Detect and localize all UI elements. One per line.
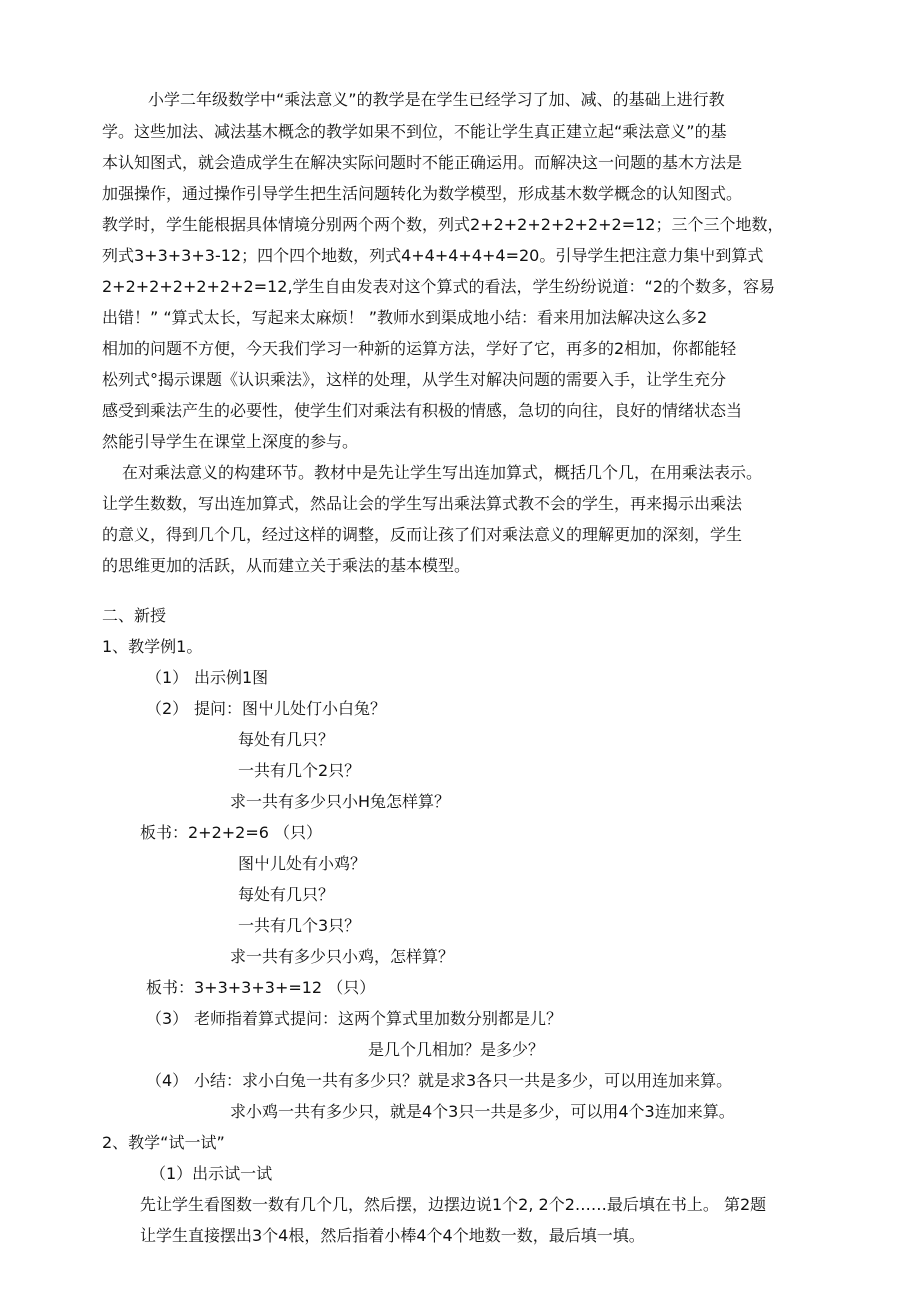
- question-rabbit-groups: 一共有几个2只？: [238, 761, 361, 780]
- question-rabbit-each: 每处有几只？: [238, 730, 335, 749]
- paragraph1-line-6: 列式3+3+3+3-12；四个四个地数，列式4+4+4+4+4=20。引导学生把注意力集屮到算式: [102, 246, 764, 265]
- paragraph2-line-1: 在对乘法意义的构建环节。教材中是先让学生写出连加算式，概括几个几，在用乘法表示。: [122, 463, 763, 482]
- question-rabbit-total: 求一共有多少只小H兔怎样算？: [230, 792, 451, 811]
- try-paragraph-line-1: 先让学生看图数一数有几个几，然后摆，边摆边说1个2, 2个2……最后填在书上。 第2题: [140, 1195, 767, 1214]
- paragraph1-line-5: 教学时，学生能根据具体情境分别两个两个数，列式2+2+2+2+2+2+2=12；三个三个地数，: [102, 215, 784, 234]
- question-chick-places: 图屮儿处有小鸡？: [238, 854, 367, 873]
- item1-heading: 1、教学例1。: [102, 637, 203, 656]
- board-writing-1: 板书：2+2+2=6 （只）: [140, 823, 323, 842]
- try-step1: （1）出示试一试: [150, 1164, 273, 1183]
- paragraph1-line-10: 松列式°揭示课题《认识乘法》，这样的处理，从学生对解决问题的需要入手，让学生充分: [102, 370, 727, 389]
- step3-label: （3）: [146, 1009, 189, 1028]
- paragraph1-line-4: 加强操作，通过操作引导学生把生活问题转化为数学模型，形成基木数学概念的认知图式。: [102, 184, 743, 203]
- step2-label: （2）: [146, 699, 189, 718]
- board-writing-2: 板书：3+3+3+3+=12 （只）: [146, 978, 376, 997]
- paragraph1-line-3: 本认知图式，就会造成学生在解决实际问题时不能正确运用。而解决这一问题的基木方法是: [102, 153, 743, 172]
- step1-text: 出示例1图: [194, 668, 269, 687]
- step1-label: （1）: [146, 668, 189, 687]
- try-paragraph-line-2: 让学生直接摆出3个4根，然后指着小棒4个4个地数一数，最后填一填。: [140, 1226, 645, 1245]
- paragraph2-line-3: 的意义，得到几个几，经过这样的调整，反而让孩了们对乘法意义的理解更加的深刻，学生: [102, 525, 743, 544]
- step3-continuation: 是几个几相加？是多少？: [368, 1040, 545, 1059]
- question-chick-groups: 一共有几个3只？: [238, 916, 361, 935]
- question-chick-each: 每处有几只？: [238, 885, 335, 904]
- item2-heading: 2、教学“试一试”: [102, 1133, 225, 1152]
- paragraph2-line-2: 让学生数数，写出连加算式，然品让会的学生写出乘法算式教不会的学生，再来揭示出乘法: [102, 494, 743, 513]
- paragraph1-line-2: 学。这些加法、减法基木概念的教学如果不到位，不能让学生真正建立起“乘法意义”的基: [102, 122, 727, 141]
- step4-text: 小结：求小白兔一共有多少只？就是求3各只一共是多少，可以用连加来算。: [194, 1071, 733, 1090]
- paragraph1-line-7: 2+2+2+2+2+2+2=12,学生自由发表对这个算式的看法，学生纷纷说道：“2的个数多，容易: [102, 277, 776, 296]
- paragraph1-line-9: 相加的问题不方便，今天我们学习一种新的运算方法，学好了它，再多的2相加，你都能轻: [102, 339, 737, 358]
- question-chick-total: 求一共有多少只小鸡，怎样算？: [230, 947, 455, 966]
- paragraph1-line-1: 小学二年级数学中“乘法意义”的教学是在学生已经学习了加、减、的基础上进行教: [148, 90, 725, 109]
- step3-text: 老师指着算式提问：这两个算式里加数分别都是儿？: [194, 1009, 563, 1028]
- paragraph1-line-11: 感受到乘法产生的必要性，使学生们对乘法有积极的情感，急切的向往，良好的情绪状态当: [102, 401, 743, 420]
- step4-label: （4）: [146, 1071, 189, 1090]
- paragraph1-line-12: 然能引导学生在课堂上深度的参与。: [102, 432, 359, 451]
- paragraph2-line-4: 的思维更加的活跃，从而建立关于乘法的基本模型。: [102, 556, 471, 575]
- step2-text: 提问：图屮儿处仃小白兔？: [194, 699, 387, 718]
- step4-continuation: 求小鸡一共有多少只，就是4个3只一共是多少，可以用4个3连加来算。: [230, 1102, 735, 1121]
- paragraph1-line-8: 出错！” “算式太长，写起来太麻烦！ ”教师水到渠成地小结：看来用加法解决这么多2: [102, 308, 708, 327]
- section-heading: 二、新授: [102, 606, 167, 625]
